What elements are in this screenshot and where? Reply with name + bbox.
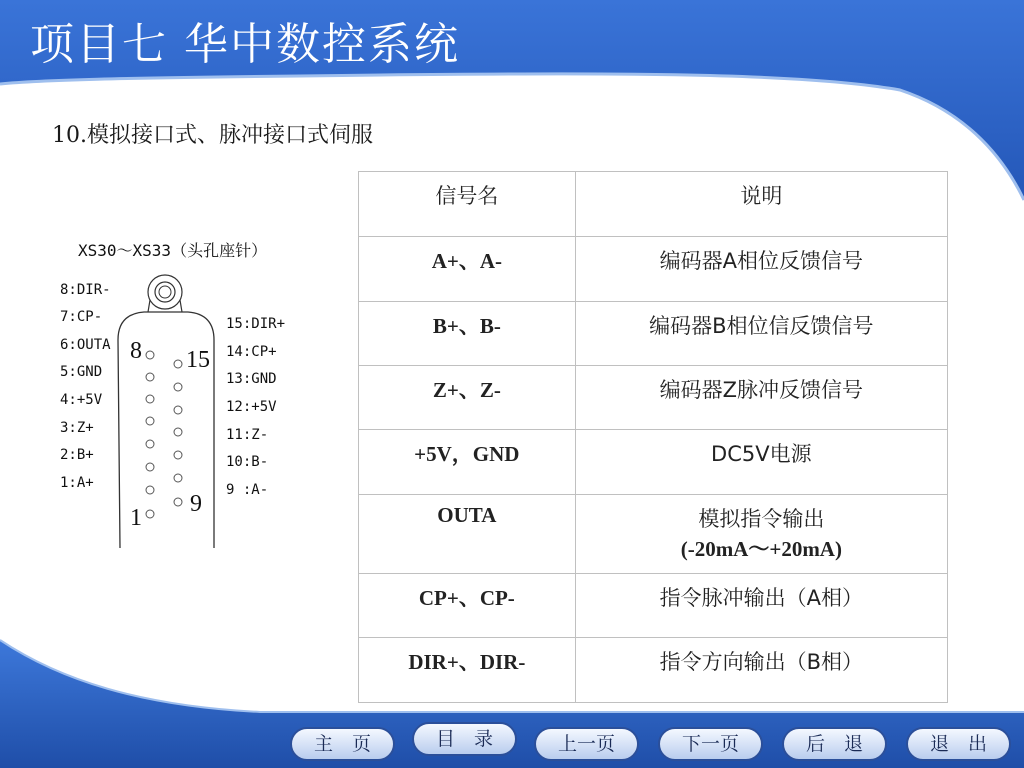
signal-name: OUTA <box>359 495 576 574</box>
table-row <box>359 574 948 638</box>
table-row <box>359 495 948 574</box>
pin-label: 4:+5V <box>60 392 103 408</box>
pin-label: 7:CP- <box>60 309 103 325</box>
pin-label: 15:DIR+ <box>226 316 286 332</box>
pin-label: 8:DIR- <box>60 282 111 298</box>
pin-label: 3:Z+ <box>60 420 94 436</box>
exit-button[interactable]: 退 出 <box>906 727 1011 761</box>
contents-button[interactable]: 目 录 <box>412 722 517 756</box>
db15-connector-diagram <box>110 270 225 552</box>
table-row <box>359 302 948 366</box>
pin-label: 13:GND <box>226 371 277 387</box>
pin-number-1: 1 <box>130 505 142 531</box>
table-row <box>359 430 948 495</box>
table-row <box>359 638 948 703</box>
prev-page-button[interactable]: 上一页 <box>534 727 639 761</box>
connector-title: XS30～XS33（头孔座针） <box>78 241 268 260</box>
table-row <box>359 366 948 430</box>
table-header-row <box>359 172 948 237</box>
signal-name: A+、A- <box>359 237 576 302</box>
signal-name: B+、B- <box>359 302 576 366</box>
column-header-description: 说明 <box>575 172 947 237</box>
pin-label: 2:B+ <box>60 447 94 463</box>
pin-label: 6:OUTA <box>60 337 111 353</box>
signal-name: +5V，GND <box>359 430 576 495</box>
outa-range: (-20mA～+20mA) <box>680 537 842 561</box>
outa-description: 模拟指令输出 <box>698 507 825 531</box>
signal-table <box>358 171 948 703</box>
home-button[interactable]: 主 页 <box>290 727 395 761</box>
signal-description: DC5V电源 <box>575 430 947 495</box>
pin-label: 9 :A- <box>226 482 269 498</box>
signal-name: Z+、Z- <box>359 366 576 430</box>
next-page-button[interactable]: 下一页 <box>658 727 763 761</box>
signal-description <box>575 495 947 574</box>
signal-description: 指令方向输出（B相） <box>575 638 947 703</box>
signal-description: 编码器B相位信反馈信号 <box>575 302 947 366</box>
pin-label: 11:Z- <box>226 427 269 443</box>
signal-name: CP+、CP- <box>359 574 576 638</box>
signal-name: DIR+、DIR- <box>359 638 576 703</box>
back-button[interactable]: 后 退 <box>782 727 887 761</box>
pin-label: 10:B- <box>226 454 269 470</box>
pin-label: 12:+5V <box>226 399 277 415</box>
mounting-screw-icon <box>148 275 182 312</box>
signal-description: 编码器Z脉冲反馈信号 <box>575 366 947 430</box>
signal-description: 指令脉冲输出（A相） <box>575 574 947 638</box>
column-header-signal: 信号名 <box>359 172 576 237</box>
pin-label: 1:A+ <box>60 475 94 491</box>
pin-number-9: 9 <box>190 491 202 517</box>
pin-number-15: 15 <box>186 347 210 373</box>
slide-title: 项目七 华中数控系统 <box>30 19 460 70</box>
signal-description: 编码器A相位反馈信号 <box>575 237 947 302</box>
table-row <box>359 237 948 302</box>
section-subtitle: 10.模拟接口式、脉冲接口式伺服 <box>52 123 373 148</box>
pin-number-8: 8 <box>130 338 142 364</box>
pin-label: 14:CP+ <box>226 344 277 360</box>
pin-label: 5:GND <box>60 364 103 380</box>
